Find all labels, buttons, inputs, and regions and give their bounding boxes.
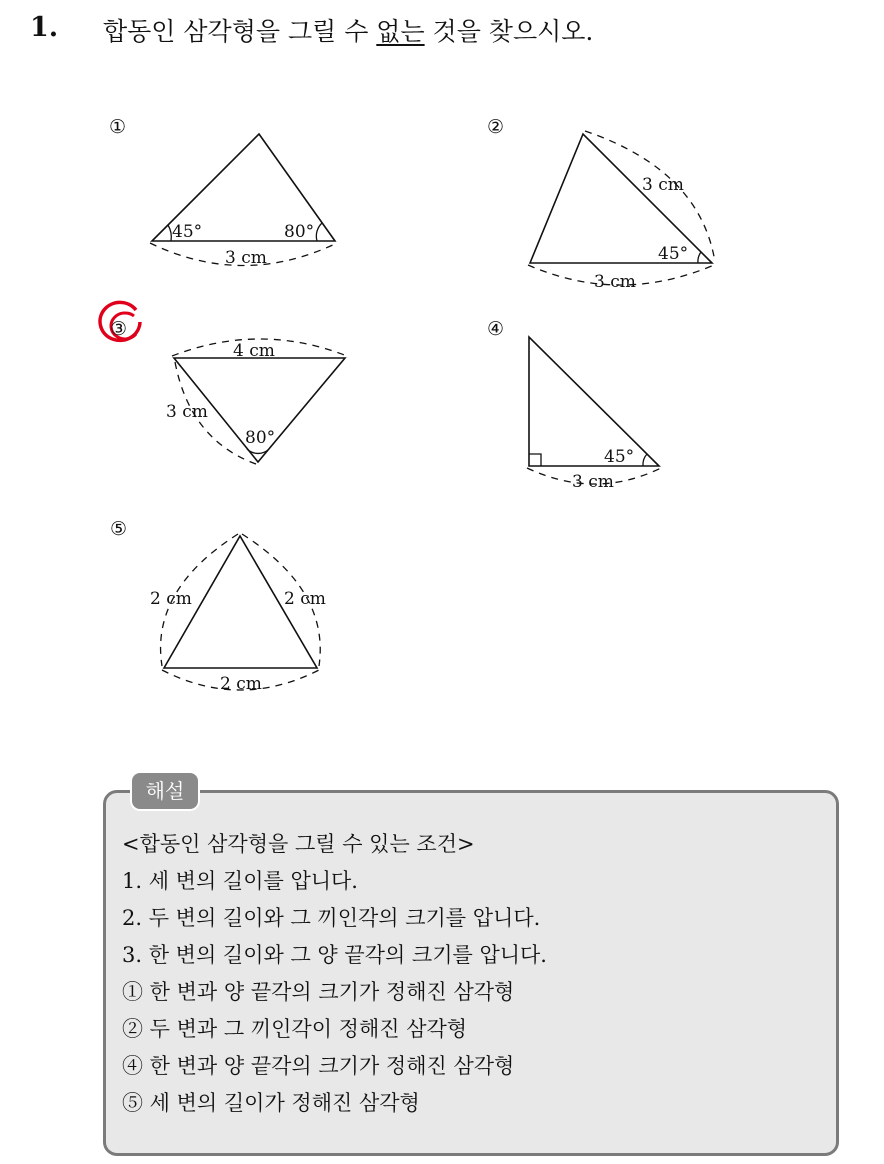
solution-line: ⑤ 세 변의 길이가 정해진 삼각형 xyxy=(122,1091,420,1115)
option-2-side-label-right: 3 cm xyxy=(642,175,684,195)
option-5-side-label-left: 2 cm xyxy=(150,589,192,609)
solution-line: 1. 세 변의 길이를 압니다. xyxy=(122,869,358,893)
option-5-marker[interactable]: ⑤ xyxy=(110,518,128,540)
solution-badge: 해설 xyxy=(130,771,200,811)
option-4-marker[interactable]: ④ xyxy=(487,318,505,340)
question-number: 1. xyxy=(30,12,59,43)
solution-lines xyxy=(122,826,547,1122)
option-1-marker[interactable]: ① xyxy=(109,116,127,138)
solution-heading: <합동인 삼각형을 그릴 수 있는 조건> xyxy=(122,832,475,856)
option-3-side-label-top: 4 cm xyxy=(233,341,275,361)
solution-line: ② 두 변과 그 끼인각이 정해진 삼각형 xyxy=(122,1017,468,1041)
option-1-side-label: 3 cm xyxy=(225,248,267,268)
option-1-angle-right: 80° xyxy=(284,222,315,242)
option-3-marker[interactable]: ③ xyxy=(110,318,128,340)
option-4-side-label: 3 cm xyxy=(572,472,614,492)
option-5-triangle[interactable] xyxy=(161,534,321,690)
option-1-triangle[interactable] xyxy=(150,134,337,266)
question-text-end: 것을 찾으시오. xyxy=(424,17,594,46)
solution-line: ① 한 변과 양 끝각의 크기가 정해진 삼각형 xyxy=(122,980,515,1004)
solution-line: 3. 한 변의 길이와 그 양 끝각의 크기를 압니다. xyxy=(122,943,547,967)
question-text-underlined: 없는 xyxy=(376,17,425,46)
option-2-side-label-bottom: 3 cm xyxy=(594,272,636,292)
option-3-angle: 80° xyxy=(245,428,276,448)
option-3-side-label-left: 3 cm xyxy=(166,402,208,422)
option-4-triangle[interactable] xyxy=(527,337,661,484)
option-2-marker[interactable]: ② xyxy=(487,116,505,138)
option-1-angle-left: 45° xyxy=(172,222,203,242)
solution-line: 2. 두 변의 길이와 그 끼인각의 크기를 압니다. xyxy=(122,906,541,930)
question-text-start: 합동인 삼각형을 그릴 수 xyxy=(103,17,377,46)
solution-line: ④ 한 변과 양 끝각의 크기가 정해진 삼각형 xyxy=(122,1054,515,1078)
option-2-angle: 45° xyxy=(658,244,689,264)
option-5-side-label-right: 2 cm xyxy=(284,589,326,609)
option-4-angle: 45° xyxy=(604,447,635,467)
option-5-side-label-bottom: 2 cm xyxy=(220,674,262,694)
